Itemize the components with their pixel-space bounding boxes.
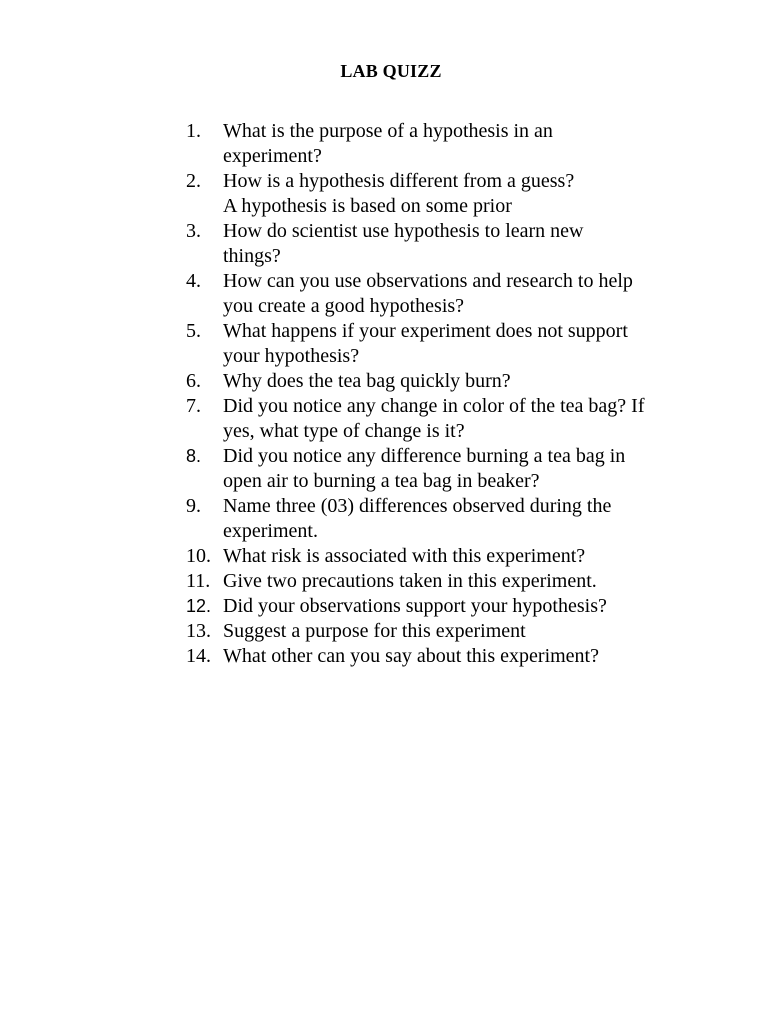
question-number: 11. <box>186 570 211 592</box>
question-text: Name three (03) differences observed during the experiment. <box>223 495 612 542</box>
question-text: Give two precautions taken in this experiment. <box>223 570 597 592</box>
question-item <box>186 644 646 669</box>
page-title: LAB QUIZZ <box>340 61 442 81</box>
question-text: How can you use observations and research to help you create a good hypothesis? <box>223 270 633 317</box>
question-text: Did you notice any difference burning a tea bag in open air to burning a tea bag in beaker? <box>223 445 626 492</box>
question-number: 2. <box>186 170 201 192</box>
question-number: 12. <box>186 596 212 616</box>
question-text: What other can you say about this experiment? <box>223 645 599 667</box>
question-item <box>186 594 646 619</box>
question-text: What is the purpose of a hypothesis in an experiment? <box>223 120 553 167</box>
question-item <box>186 494 646 544</box>
question-item <box>186 444 646 494</box>
answer-text: A hypothesis is based on some prior <box>223 195 512 217</box>
question-item <box>186 169 646 219</box>
question-text: Suggest a purpose for this experiment <box>223 620 526 642</box>
question-number: 7. <box>186 395 201 417</box>
question-number: 10. <box>186 545 211 567</box>
question-text: What risk is associated with this experiment? <box>223 545 586 567</box>
question-number: 4. <box>186 270 201 292</box>
question-number: 9. <box>186 495 201 517</box>
question-item <box>186 119 646 169</box>
question-number: 1. <box>186 120 201 142</box>
question-text: Did you notice any change in color of the tea bag? If yes, what type of change is it? <box>223 395 645 442</box>
question-item <box>186 544 646 569</box>
question-text: How is a hypothesis different from a guess? <box>223 170 575 192</box>
question-item <box>186 319 646 369</box>
question-number: 14. <box>186 645 211 667</box>
question-number: 8. <box>186 446 202 466</box>
question-item <box>186 394 646 444</box>
question-item <box>186 269 646 319</box>
question-body <box>223 169 646 219</box>
question-text: Did your observations support your hypothesis? <box>223 595 607 617</box>
question-number: 3. <box>186 220 201 242</box>
question-list <box>186 119 646 669</box>
question-number: 5. <box>186 320 201 342</box>
question-text: How do scientist use hypothesis to learn new things? <box>223 220 584 267</box>
question-item <box>186 569 646 594</box>
question-item <box>186 219 646 269</box>
question-item <box>186 619 646 644</box>
question-text: Why does the tea bag quickly burn? <box>223 370 511 392</box>
question-number: 6. <box>186 370 201 392</box>
question-text: What happens if your experiment does not support your hypothesis? <box>223 320 628 367</box>
question-number: 13. <box>186 620 211 642</box>
question-item <box>186 369 646 394</box>
